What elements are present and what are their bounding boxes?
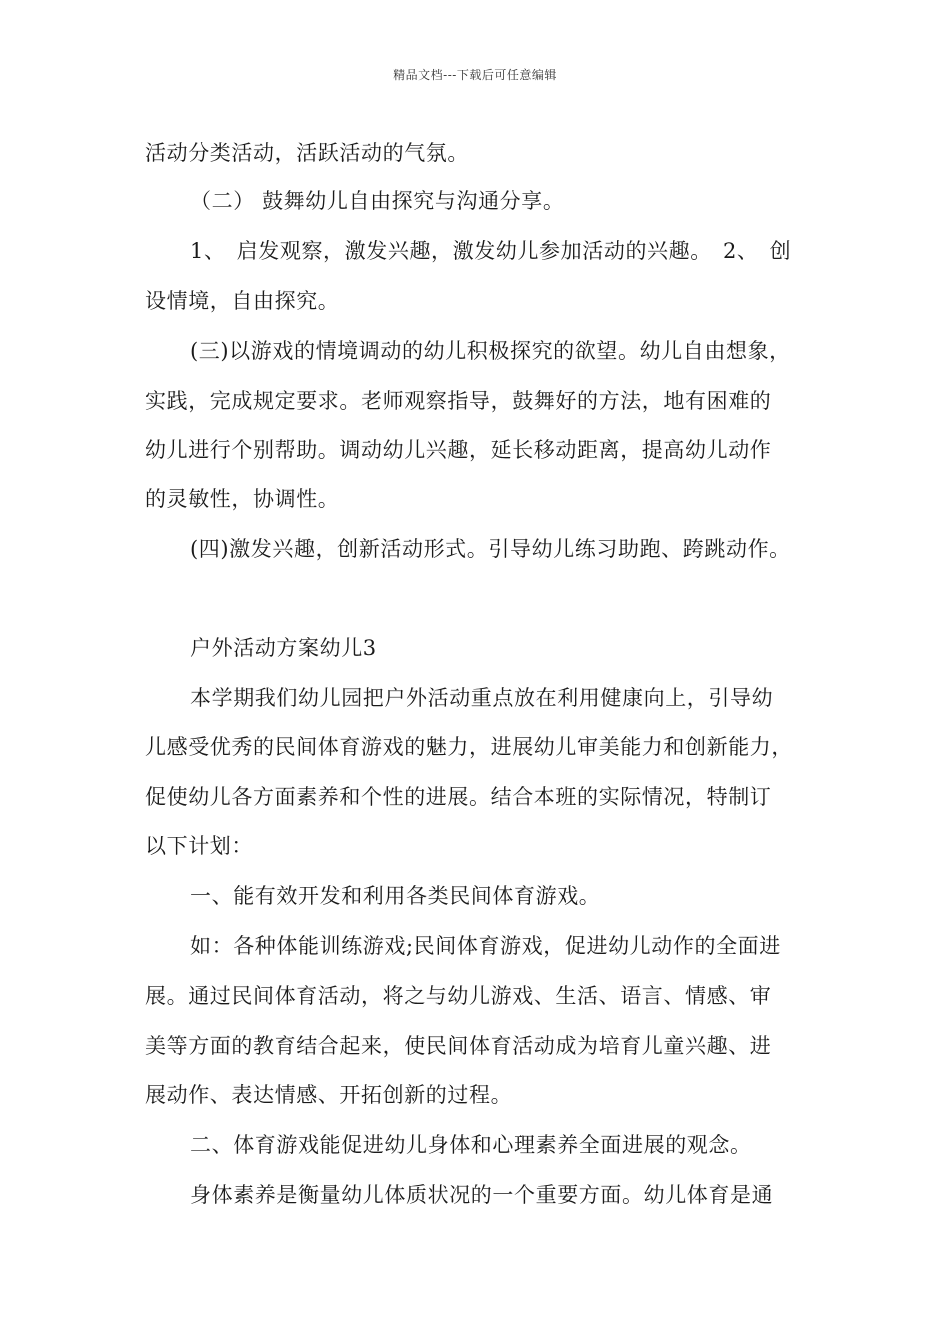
text-line: 如：各种体能训练游戏;民间体育游戏，促进幼儿动作的全面进: [190, 934, 781, 958]
text-line: 设情境，自由探究。: [145, 289, 340, 313]
text-line: 本学期我们幼儿园把户外活动重点放在利用健康向上，引导幼: [190, 686, 774, 710]
text-line: 促使幼儿各方面素养和个性的进展。结合本班的实际情况，特制订: [145, 785, 772, 809]
text-line: 展动作、表达情感、开拓创新的过程。: [145, 1083, 513, 1107]
text-line: 展。通过民间体育活动，将之与幼儿游戏、生活、语言、情感、审: [145, 984, 772, 1008]
page-header: 精品文档---下载后可任意编辑: [393, 68, 557, 82]
text-line: 1、 启发观察，激发兴趣，激发幼儿参加活动的兴趣。 2、 创: [190, 239, 792, 263]
text-line: 儿感受优秀的民间体育游戏的魅力，进展幼儿审美能力和创新能力，: [145, 735, 793, 759]
text-line: 身体素养是衡量幼儿体质状况的一个重要方面。幼儿体育是通: [190, 1183, 774, 1207]
text-line: 实践，完成规定要求。老师观察指导，鼓舞好的方法，地有困难的: [145, 389, 772, 413]
text-line: 活动分类活动，活跃活动的气氛。: [145, 141, 469, 165]
text-line: 以下计划：: [145, 834, 253, 858]
text-line: 的灵敏性，协调性。: [145, 487, 340, 511]
section-heading: 二、体育游戏能促进幼儿身体和心理素养全面进展的观念。: [190, 1133, 752, 1157]
text-line: 幼儿进行个别帮助。调动幼儿兴趣，延长移动距离，提高幼儿动作: [145, 438, 772, 462]
text-line: (三)以游戏的情境调动的幼儿积极探究的欲望。幼儿自由想象，: [190, 339, 791, 363]
section-title: 户外活动方案幼儿3: [190, 636, 377, 660]
text-line: 美等方面的教育结合起来，使民间体育活动成为培育儿童兴趣、进: [145, 1034, 772, 1058]
text-line: (四)激发兴趣，创新活动形式。引导幼儿练习助跑、跨跳动作。: [190, 537, 791, 561]
section-heading: 一、能有效开发和利用各类民间体育游戏。: [190, 884, 601, 908]
section-heading: （二） 鼓舞幼儿自由探究与沟通分享。: [190, 189, 565, 213]
